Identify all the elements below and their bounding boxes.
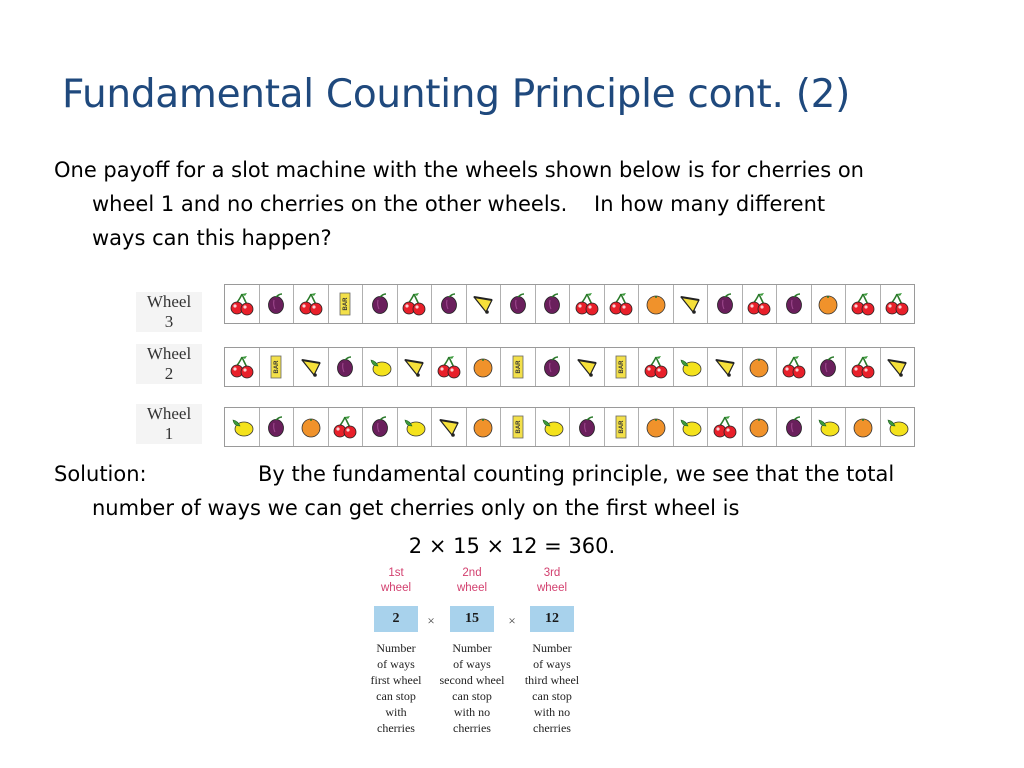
cherry-symbol [639,348,674,386]
orange-symbol [743,348,778,386]
bell-symbol [294,348,329,386]
plum-icon [781,291,807,317]
slide-title: Fundamental Counting Principle cont. (2) [62,72,851,117]
orange-icon [815,291,841,317]
column-description-line: can stop [452,689,492,703]
column-header-line-2: wheel [380,582,412,594]
cherry-icon [298,291,324,317]
wheel-1-label [136,404,202,444]
solution-paragraph [54,457,974,525]
wheel-1-label-number: 1 [164,424,174,443]
column-description [438,640,506,736]
plum-icon [781,414,807,440]
orange-symbol [639,408,674,446]
orange-symbol [294,408,329,446]
column-description-line: Number [376,641,416,655]
cherry-icon [401,291,427,317]
cherry-symbol [777,348,812,386]
cherry-symbol [329,408,364,446]
multiply-sign: × [508,613,516,628]
plum-symbol [432,285,467,323]
bell-symbol [708,348,743,386]
cherry-icon [229,354,255,380]
equation: 2 × 15 × 12 = 360. [408,534,616,558]
orange-icon [643,414,669,440]
bar-icon [332,291,358,317]
bell-icon [712,354,738,380]
lemon-symbol [536,408,571,446]
column-value-box: 15 [450,606,494,632]
orange-icon [746,414,772,440]
table-column-1st-wheel [362,566,430,736]
slot-machine-wheels-figure [136,282,926,450]
cherry-symbol [432,348,467,386]
problem-statement [54,153,974,255]
column-description-line: can stop [376,689,416,703]
svg-text:BAR: BAR [515,420,522,434]
bell-icon [401,354,427,380]
problem-line-3: ways can this happen? [92,226,332,250]
svg-text:BAR: BAR [343,297,350,311]
plum-icon [539,291,565,317]
bar-symbol [329,285,364,323]
bell-symbol [467,285,502,323]
wheel-3-label [136,292,202,332]
plum-icon [367,414,393,440]
orange-symbol [467,408,502,446]
column-description-line: with [385,705,407,719]
wheel-3-strip [224,284,915,324]
column-description-line: of ways [533,657,571,671]
column-description-line: with no [533,705,571,719]
lemon-icon [367,354,393,380]
column-description-line: of ways [453,657,491,671]
cherry-symbol [570,285,605,323]
cherry-icon [574,291,600,317]
bar-symbol [501,348,536,386]
cherry-symbol [398,285,433,323]
plum-symbol [708,285,743,323]
bar-icon [608,414,634,440]
bar-symbol [605,348,640,386]
lemon-symbol [881,408,915,446]
column-header-line-2: wheel [536,582,568,594]
lemon-symbol [363,348,398,386]
plum-symbol [260,285,295,323]
orange-symbol [639,285,674,323]
wheel-1-label-word: Wheel [146,404,192,423]
cherry-symbol [846,285,881,323]
column-header-line-1: 2nd [462,567,482,579]
wheel-2-strip [224,347,915,387]
bell-symbol [881,348,915,386]
bell-symbol [432,408,467,446]
plum-symbol [812,348,847,386]
plum-symbol [570,408,605,446]
wheel-2-label-word: Wheel [146,344,192,363]
cherry-icon [608,291,634,317]
bar-symbol [501,408,536,446]
cherry-icon [746,291,772,317]
problem-line-2: wheel 1 and no cherries on the other wheels. In how many different [92,192,826,216]
bar-symbol [260,348,295,386]
plum-symbol [536,348,571,386]
wheel-2-label [136,344,202,384]
cherry-symbol [846,348,881,386]
bell-symbol [674,285,709,323]
multiply-sign: × [427,613,435,628]
lemon-icon [229,414,255,440]
problem-line-1: One payoff for a slot machine with the wheels shown below is for cherries on [54,158,864,182]
column-description-line: third wheel [524,673,580,687]
orange-icon [470,414,496,440]
bar-symbol [605,408,640,446]
lemon-icon [815,414,841,440]
column-description-line: first wheel [370,673,422,687]
cherry-icon [332,414,358,440]
plum-icon [815,354,841,380]
plum-symbol [363,408,398,446]
wheel-3-label-number: 3 [164,312,174,331]
cherry-icon [712,414,738,440]
plum-symbol [777,408,812,446]
plum-icon [505,291,531,317]
lemon-icon [884,414,910,440]
plum-symbol [777,285,812,323]
column-description-line: cherries [453,721,491,735]
plum-symbol [501,285,536,323]
svg-text:BAR: BAR [619,420,626,434]
orange-symbol [743,408,778,446]
plum-icon [367,291,393,317]
cherry-icon [436,354,462,380]
cherry-symbol [881,285,915,323]
cherry-icon [643,354,669,380]
bell-symbol [398,348,433,386]
bar-icon [608,354,634,380]
bell-icon [677,291,703,317]
lemon-symbol [225,408,260,446]
bell-symbol [570,348,605,386]
orange-symbol [812,285,847,323]
lemon-symbol [398,408,433,446]
column-value-box: 12 [530,606,574,632]
cherry-symbol [225,348,260,386]
bar-icon [505,354,531,380]
plum-icon [263,414,289,440]
column-description-line: cherries [533,721,571,735]
column-description [362,640,430,736]
column-value-box: 2 [374,606,418,632]
cherry-symbol [708,408,743,446]
cherry-icon [850,291,876,317]
column-description-line: Number [452,641,492,655]
column-description-line: Number [532,641,572,655]
svg-text:BAR: BAR [274,360,281,374]
wheel-2-label-number: 2 [164,364,174,383]
column-description [518,640,586,736]
cherry-icon [850,354,876,380]
column-header-line-2: wheel [456,582,488,594]
bell-icon [436,414,462,440]
cherry-icon [884,291,910,317]
bell-icon [298,354,324,380]
column-header [518,566,586,600]
solution-line-2: number of ways we can get cherries only on the first wheel is [92,496,740,520]
plum-symbol [536,285,571,323]
cherry-symbol [225,285,260,323]
lemon-icon [677,414,703,440]
lemon-symbol [674,408,709,446]
column-header [362,566,430,600]
plum-symbol [363,285,398,323]
plum-icon [263,291,289,317]
lemon-symbol [674,348,709,386]
counting-table-figure [362,566,582,738]
bell-icon [884,354,910,380]
svg-text:BAR: BAR [515,360,522,374]
wheel-1-strip [224,407,915,447]
plum-icon [436,291,462,317]
cherry-symbol [294,285,329,323]
table-column-2nd-wheel [438,566,506,736]
solution-label: Solution: [54,462,147,486]
lemon-icon [401,414,427,440]
orange-icon [746,354,772,380]
column-header [438,566,506,600]
orange-icon [643,291,669,317]
plum-symbol [329,348,364,386]
column-header-line-1: 3rd [543,567,561,579]
orange-icon [470,354,496,380]
plum-symbol [260,408,295,446]
column-description-line: can stop [532,689,572,703]
wheel-3-label-word: Wheel [146,292,192,311]
lemon-icon [677,354,703,380]
cherry-icon [229,291,255,317]
column-header-line-1: 1st [388,567,404,579]
plum-icon [712,291,738,317]
solution-line-1: By the fundamental counting principle, we see that the total [258,462,895,486]
column-description-line: cherries [377,721,415,735]
bar-icon [263,354,289,380]
plum-icon [332,354,358,380]
column-description-line: with no [453,705,491,719]
table-column-3rd-wheel [518,566,586,736]
bell-icon [574,354,600,380]
lemon-symbol [812,408,847,446]
column-description-line: second wheel [439,673,505,687]
lemon-icon [539,414,565,440]
bar-icon [505,414,531,440]
plum-icon [574,414,600,440]
svg-text:BAR: BAR [619,360,626,374]
cherry-symbol [605,285,640,323]
cherry-symbol [743,285,778,323]
orange-icon [850,414,876,440]
plum-icon [539,354,565,380]
orange-symbol [467,348,502,386]
bell-icon [470,291,496,317]
orange-icon [298,414,324,440]
cherry-icon [781,354,807,380]
orange-symbol [846,408,881,446]
column-description-line: of ways [377,657,415,671]
